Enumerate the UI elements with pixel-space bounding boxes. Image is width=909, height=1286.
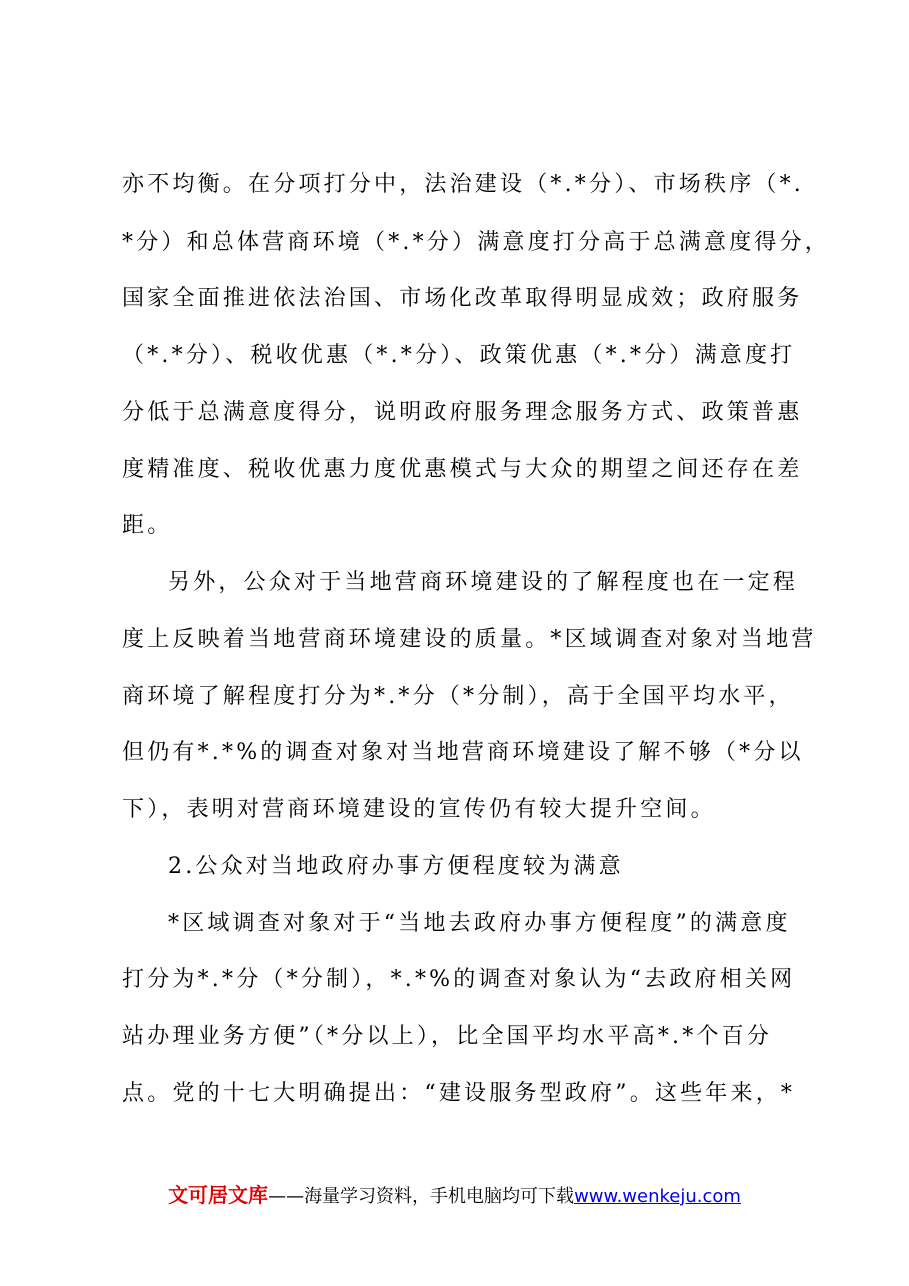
body-text-line: 度精准度、税收优惠力度优惠模式与大众的期望之间还存在差 — [122, 457, 803, 482]
body-text-line: 分低于总满意度得分，说明政府服务理念服务方式、政策普惠 — [122, 400, 803, 425]
body-text-line: 度上反映着当地营商环境建设的质量。*区域调查对象对当地营 — [122, 627, 817, 652]
body-text-line: 但仍有*.*%的调查对象对当地营商环境建设了解不够（*分以 — [122, 740, 804, 765]
body-text-line: 亦不均衡。在分项打分中，法治建设（*.*分）、市场秩序（*. — [122, 172, 804, 197]
footer-brand: 文可居文库 — [168, 1183, 269, 1207]
section-heading: 2.公众对当地政府办事方便程度较为满意 — [168, 854, 624, 879]
paragraph-first-line: *区域调查对象对于“当地去政府办事方便程度”的满意度 — [168, 911, 791, 936]
body-text-line: 国家全面推进依法治国、市场化改革取得明显成效；政府服务 — [122, 286, 803, 311]
footer-tagline: ——海量学习资料，手机电脑均可下载 — [268, 1186, 575, 1207]
body-text-line: 打分为*.*分（*分制），*.*%的调查对象认为“去政府相关网 — [122, 967, 796, 992]
body-text-line: *分）和总体营商环境（*.*分）满意度打分高于总满意度得分， — [122, 230, 830, 255]
body-text-line: 站办理业务方便”（*分以上），比全国平均水平高*.*个百分 — [122, 1024, 773, 1049]
body-text-line: （*.*分）、税收优惠（*.*分）、政策优惠（*.*分）满意度打 — [122, 343, 796, 368]
footer-banner — [0, 1182, 909, 1210]
body-text-line: 点。党的十七大明确提出：“建设服务型政府”。这些年来，* — [122, 1081, 796, 1106]
body-text-line: 距。 — [122, 513, 173, 538]
body-text-line: 下），表明对营商环境建设的宣传仍有较大提升空间。 — [122, 797, 716, 822]
footer-link[interactable]: www.wenkeju.com — [574, 1186, 741, 1207]
paragraph-first-line: 另外，公众对于当地营商环境建设的了解程度也在一定程 — [168, 570, 799, 595]
body-text-line: 商环境了解程度打分为*.*分（*分制），高于全国平均水平， — [122, 684, 794, 709]
